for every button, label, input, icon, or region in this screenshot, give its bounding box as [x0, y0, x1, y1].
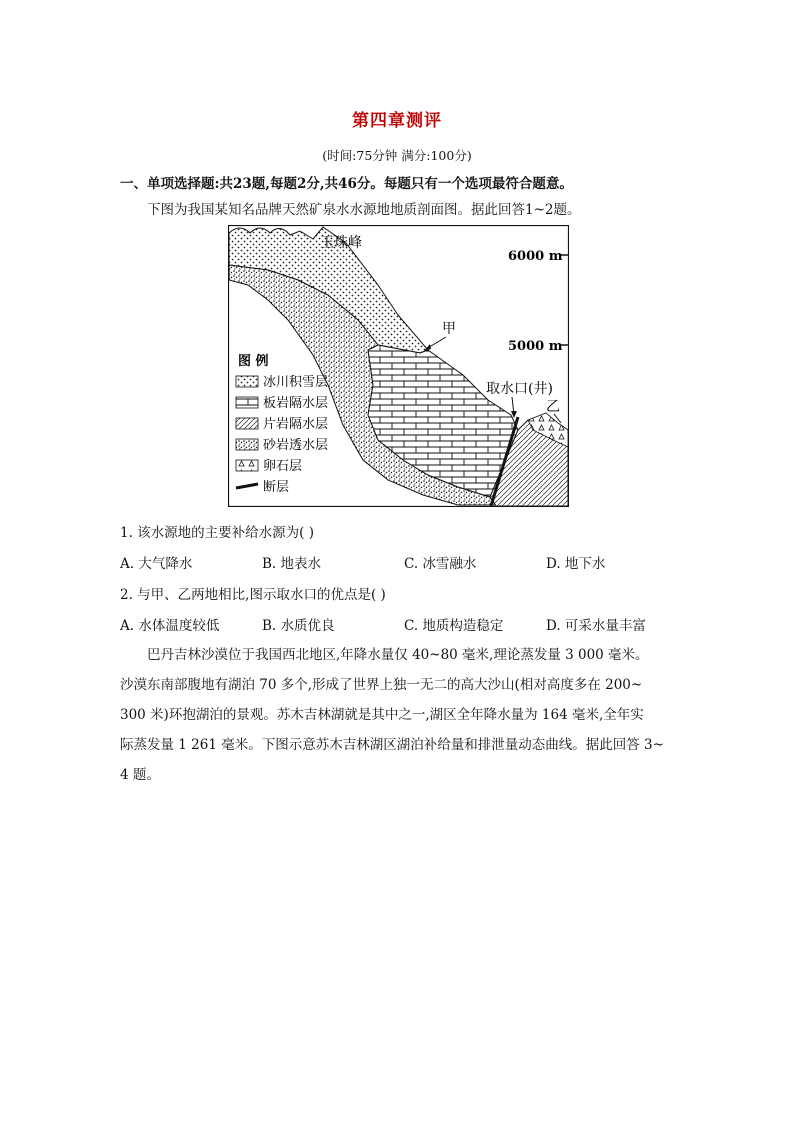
question-2-option-b[interactable]: B. 水质优良: [262, 618, 335, 634]
question-2-option-d[interactable]: D. 可采水量丰富: [546, 618, 646, 634]
question-1-option-a[interactable]: A. 大气降水: [120, 556, 193, 572]
legend-label-slate: 板岩隔水层: [263, 396, 329, 411]
exam-info: (时间:75分钟 满分:100分): [322, 148, 472, 163]
passage-2: [120, 640, 676, 790]
label-yi: 乙: [546, 399, 560, 415]
passage-2-line-2: 沙漠东南部腹地有湖泊 70 多个,形成了世界上独一无二的高大沙山(相对高度多在 200~: [120, 677, 643, 693]
passage-2-line-5: 4 题。: [120, 767, 160, 783]
geologic-section-svg: [228, 225, 569, 507]
legend-label-glacier: 冰川积雪层: [263, 375, 329, 390]
elevation-5000-label: 5000 m: [508, 339, 563, 354]
legend-label-sandstone: 砂岩透水层: [263, 438, 329, 453]
passage-2-line-3: 300 米)环抱湖泊的景观。苏木吉林湖就是其中之一,湖区全年降水量为 164 毫米,全年实: [120, 707, 644, 723]
intro-text-1: 下图为我国某知名品牌天然矿泉水水源地地质剖面图。据此回答1~2题。: [147, 202, 581, 218]
legend-title: 图 例: [238, 354, 269, 369]
question-1-option-d[interactable]: D. 地下水: [546, 556, 606, 572]
legend-swatch-slate: [236, 397, 258, 408]
legend-swatch-glacier: [236, 376, 258, 387]
label-intake: 取水口(井): [486, 381, 553, 397]
legend-swatch-schist: [236, 418, 258, 429]
page-title: 第四章测评: [352, 111, 442, 131]
section-heading: 一、单项选择题:共23题,每题2分,共46分。每题只有一个选项最符合题意。: [120, 176, 573, 192]
legend-swatch-sandstone: [236, 439, 258, 450]
label-jia: 甲: [442, 321, 456, 337]
question-2-option-c[interactable]: C. 地质构造稳定: [404, 618, 504, 634]
elevation-6000-label: 6000 m: [508, 249, 563, 264]
geologic-section-figure: [228, 225, 569, 507]
question-1-option-b[interactable]: B. 地表水: [262, 556, 322, 572]
legend-label-pebble: 卵石层: [263, 459, 303, 474]
passage-2-line-4: 际蒸发量 1 261 毫米。下图示意苏木吉林湖区湖泊补给量和排泄量动态曲线。据此回答 3~: [120, 737, 664, 753]
question-1-stem: 1. 该水源地的主要补给水源为( ): [120, 525, 314, 541]
legend-swatch-pebble: [236, 460, 258, 471]
question-1-option-c[interactable]: C. 冰雪融水: [404, 556, 477, 572]
question-2-stem: 2. 与甲、乙两地相比,图示取水口的优点是( ): [120, 587, 386, 603]
legend-label-schist: 片岩隔水层: [263, 417, 329, 432]
question-2-option-a[interactable]: A. 水体温度较低: [120, 618, 220, 634]
legend-label-fault: 断层: [263, 480, 290, 495]
passage-2-line-1: 巴丹吉林沙漠位于我国西北地区,年降水量仅 40~80 毫米,理论蒸发量 3 000 毫米。: [147, 647, 649, 663]
peak-label: 玉珠峰: [320, 235, 362, 251]
